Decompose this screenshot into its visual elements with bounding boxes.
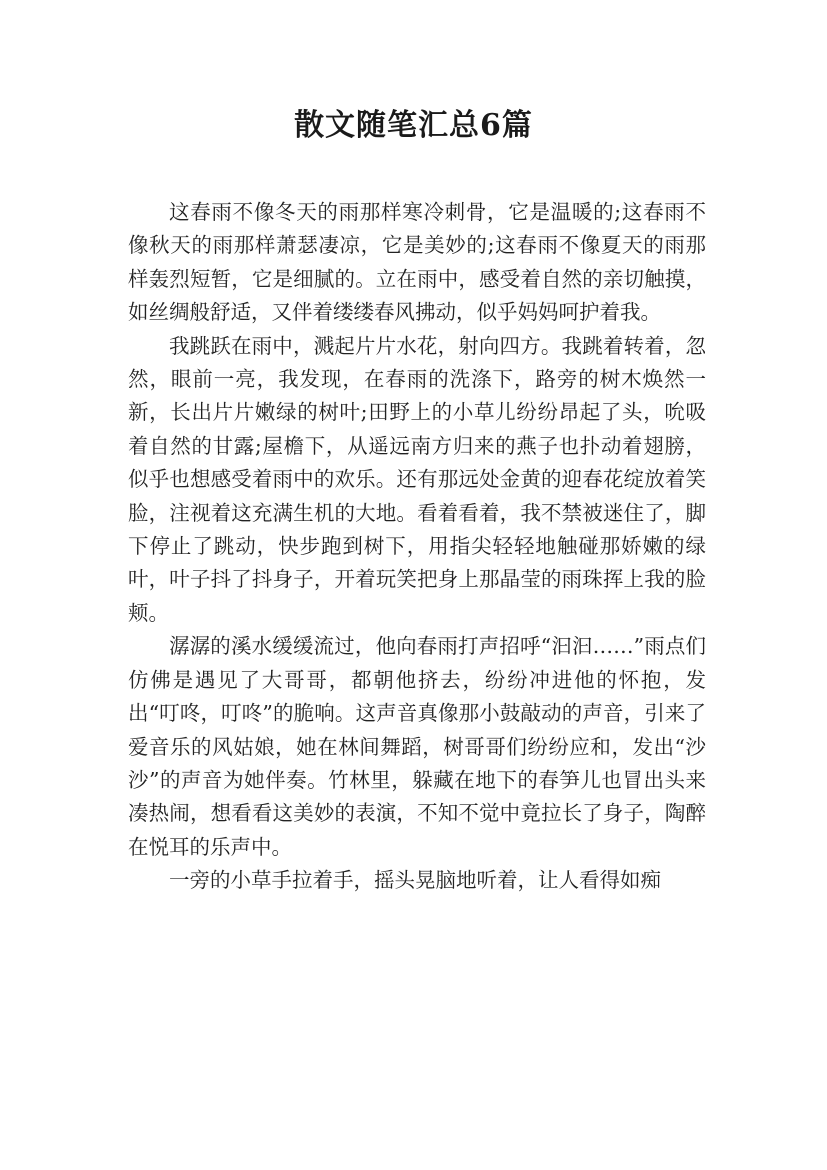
paragraph-3: 潺潺的溪水缓缓流过，他向春雨打声招呼“汩汩……”雨点们仿佛是遇见了大哥哥，都朝他挤去，纷纷冲进他的怀抱，发出“叮咚，叮咚”的脆响。这声音真像那小鼓敲动的声音，引来了爱音乐的风姑娘，她在林间舞蹈，树哥哥们纷纷应和，发出“沙沙”的声音为她伴奏。竹林里，躲藏在地下的春笋儿也冒出头来凑热闹，想看看这美妙的表演，不知不觉中竟拉长了身子，陶醉在悦耳的乐声中。 <box>128 634 706 859</box>
paragraph-1: 这春雨不像冬天的雨那样寒冷刺骨，它是温暖的;这春雨不像秋天的雨那样萧瑟凄凉，它是美妙的;这春雨不像夏天的雨那样轰烈短暂，它是细腻的。立在雨中，感受着自然的亲切触摸，如丝绸般舒适，又伴着缕缕春风拂动，似乎妈妈呵护着我。 <box>128 200 706 325</box>
document-title: 散文随笔汇总6篇 <box>294 108 533 143</box>
paragraph-4: 一旁的小草手拉着手，摇头晃脑地听着，让人看得如痴 <box>169 868 661 893</box>
document-body <box>128 196 706 898</box>
paragraph-2: 我跳跃在雨中，溅起片片水花，射向四方。我跳着转着，忽然，眼前一亮，我发现，在春雨的洗涤下，路旁的树木焕然一新，长出片片嫩绿的树叶;田野上的小草儿纷纷昂起了头，吮吸着自然的甘露;屋檐下，从遥远南方归来的燕子也扑动着翅膀，似乎也想感受着雨中的欢乐。还有那远处金黄的迎春花绽放着笑脸，注视着这充满生机的大地。看着看着，我不禁被迷住了，脚下停止了跳动，快步跑到树下，用指尖轻轻地触碰那娇嫩的绿叶，叶子抖了抖身子，开着玩笑把身上那晶莹的雨珠挥上我的脸颊。 <box>128 333 706 625</box>
